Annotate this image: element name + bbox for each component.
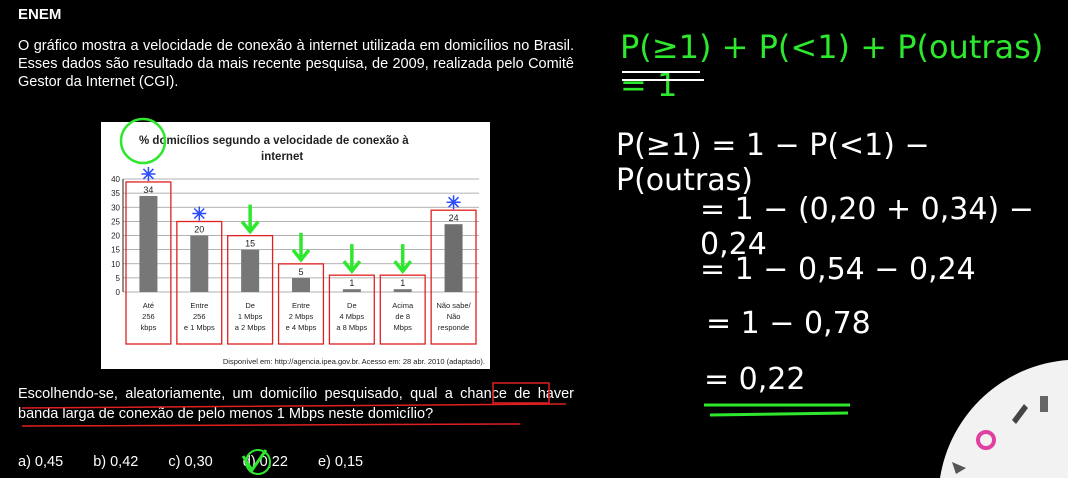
problem-intro: O gráfico mostra a velocidade de conexão à internet utilizada em domicílios no Brasil. Esses dados são resultado da mais recente pesquisa, de 2009, realizada pelo Comitê Gestor da Internet (CGI). [18,38,574,90]
chart-title: % domicílios segundo a velocidade de conexão à [139,135,409,147]
option-d[interactable]: d) 0,22 [242,454,288,470]
y-tick-label: 20 [111,231,120,241]
y-tick-label: 25 [111,217,120,227]
x-tick-label: 256 [193,312,206,321]
final-answer: = 0,22 [704,362,806,397]
eraser-tool-icon [1040,396,1048,412]
x-tick-label: 256 [142,312,155,321]
data-label: 5 [298,266,304,277]
work-line-2: = 1 − (0,20 + 0,34) − 0,24 [700,192,1034,262]
x-tick-label: 1 Mbps [237,312,263,321]
y-tick-label: 0 [115,288,120,297]
x-tick-label: Mbps [393,323,412,332]
data-label: 1 [349,278,355,289]
x-tick-label: De [245,301,255,310]
x-tick-label: e 1 Mbps [183,323,215,332]
data-label: 24 [448,213,459,224]
x-tick-label: Não [446,312,461,321]
work-annotations [600,0,1068,478]
x-tick-label: de 8 [395,312,411,321]
y-tick-label: 30 [111,203,120,213]
y-tick-label: 35 [111,189,120,199]
underline-red [22,404,566,426]
problem-source: ENEM [18,6,62,23]
y-tick-label: 15 [111,245,120,255]
x-tick-label: Entre [190,301,209,310]
x-tick-label: 2 Mbps [288,312,314,321]
x-tick-label: kbps [140,323,157,332]
chance-highlight-box [493,383,549,403]
data-label: 20 [194,224,205,235]
equation-total-probability: P(≥1) + P(<1) + P(outras) = 1 [620,28,1044,104]
x-tick-label: De [347,301,357,310]
option-e[interactable]: e) 0,15 [317,454,364,470]
y-tick-label: 40 [111,175,120,184]
option-a[interactable]: a) 0,45 [18,454,64,470]
problem-question: Escolhendo-se, aleatoriamente, um domicílio pesquisado, qual a chance de haver banda larga de conexão de pelo menos 1 Mbps neste domicílio? [18,386,574,422]
data-label: 34 [143,184,154,195]
equation-underline [622,72,704,80]
y-tick-label: 10 [111,259,120,269]
data-label: 1 [400,278,406,289]
x-tick-label: responde [437,323,470,332]
tool-wheel [940,360,1068,478]
x-tick-label: Até [142,301,155,310]
x-tick-label: 4 Mbps [339,312,365,321]
work-line-4: = 1 − 0,78 [706,306,871,341]
work-line-1: P(≥1) = 1 − P(<1) − P(outras) [616,128,930,198]
x-tick-label: Entre [292,301,310,310]
chart-source-note: Disponível em: http://agencia.ipea.gov.br. Acesso em: 28 abr. 2010 (adaptado). [222,357,485,366]
data-label: 15 [245,238,256,249]
x-tick-label: e 4 Mbps [285,323,317,332]
y-tick-label: 5 [115,273,120,283]
answer-underline-green [704,405,850,415]
option-b[interactable]: b) 0,42 [93,454,139,470]
x-tick-label: Acima [392,301,414,310]
option-c[interactable]: c) 0,30 [168,454,213,470]
x-tick-label: Não sabe/ [436,301,471,310]
work-line-3: = 1 − 0,54 − 0,24 [700,252,976,287]
x-tick-label: a 2 Mbps [234,323,266,332]
title-highlight-circle [121,119,165,163]
chart-title-line-2: internet [261,151,304,163]
x-tick-label: a 8 Mbps [336,323,368,332]
